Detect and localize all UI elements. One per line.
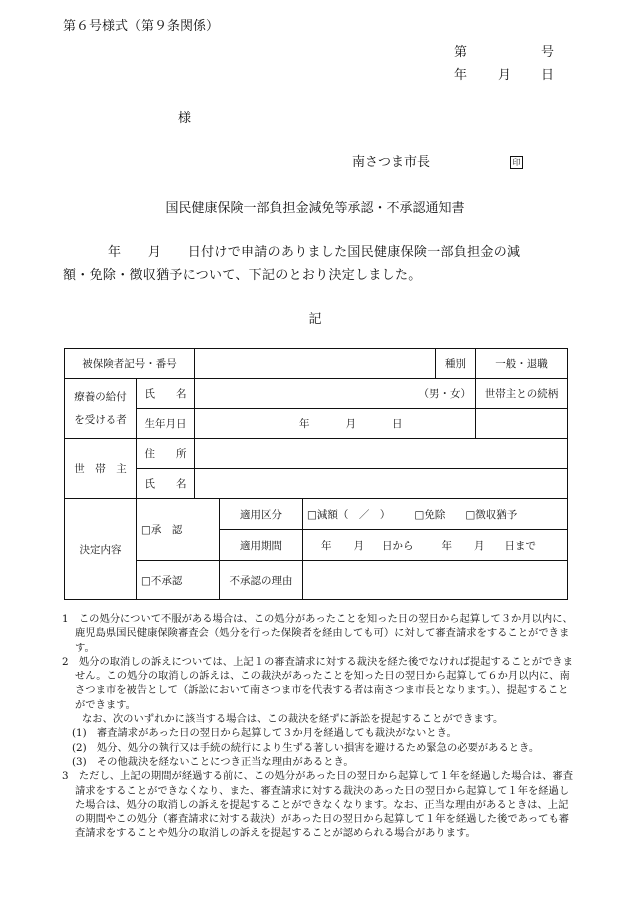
approve-checkbox[interactable]: □承 認	[137, 499, 220, 561]
issuer: 南さつま市長	[352, 155, 431, 170]
addressee-suffix: 様	[178, 111, 192, 126]
apply-period-label: 適用期間	[220, 530, 303, 561]
document-title: 国民健康保険一部負担金減免等承認・不承認通知書	[165, 201, 465, 216]
ki-label: 記	[308, 312, 322, 327]
recipient-label-line-1: 療養の給付	[74, 390, 127, 403]
apply-category-options	[303, 499, 568, 530]
apply-period-field[interactable]	[303, 530, 568, 561]
type-value[interactable]: 一般・退職	[476, 349, 568, 379]
period-year-from: 年	[321, 539, 332, 552]
birth-year: 年	[299, 418, 310, 430]
date-year: 年	[454, 68, 468, 83]
period-from: 日から	[382, 539, 414, 552]
relation-field[interactable]	[476, 409, 568, 439]
note-2: 2 処分の取消しの訴えについては、上記１の審査請求に対する裁決を経た後でなければ提起することができません。この処分の取消しの訴えは、この裁決があったことを知った日の翌日から起算して６か月以内に、南さつま市を被告として（訴訟において南さつま市を代表する者は南さつま市長となります。）、提起することができます。	[62, 655, 573, 711]
type-label: 種別	[436, 349, 476, 379]
defer-option[interactable]: □徴収猶予	[465, 508, 518, 521]
reduce-option[interactable]: □減額（ ／ ）	[307, 508, 391, 521]
birth-day: 日	[392, 418, 403, 430]
apply-category-label: 適用区分	[220, 499, 303, 530]
recipient-label	[65, 379, 137, 439]
seal-mark	[510, 152, 523, 171]
period-year-to: 年	[441, 539, 452, 552]
note-2-item-3: (3) その他裁決を経ないことにつき正当な理由があるとき。	[72, 755, 354, 768]
householder-name-field[interactable]	[195, 469, 568, 499]
note-2-proviso: なお、次のいずれかに該当する場合は、この裁決を経ずに訴訟を提起することができます。	[82, 713, 504, 726]
exempt-option[interactable]: □免除	[414, 508, 446, 521]
householder-address-label: 住 所	[137, 439, 195, 469]
recipient-name-label: 氏 名	[137, 379, 195, 409]
period-month-to: 月	[474, 539, 485, 552]
birth-month: 月	[345, 418, 356, 430]
householder-address-field[interactable]	[195, 439, 568, 469]
doc-number-prefix: 第	[454, 45, 468, 60]
doc-number-suffix: 号	[541, 45, 555, 60]
insured-number-field[interactable]	[195, 349, 436, 379]
notes-section	[62, 612, 574, 841]
period-month-from: 月	[353, 539, 364, 552]
period-to: 日まで	[504, 539, 536, 552]
householder-label: 世 帯 主	[65, 439, 137, 499]
insured-number-label: 被保険者記号・番号	[65, 349, 195, 379]
decision-label: 決定内容	[65, 499, 137, 600]
note-2-item-2: (2) 処分、処分の執行又は手続の続行により生ずる著しい損害を避けるため緊急の必要があるとき。	[72, 741, 540, 754]
relation-label: 世帯主との続柄	[476, 379, 568, 409]
date-day: 日	[541, 68, 555, 83]
householder-name-label: 氏 名	[137, 469, 195, 499]
birth-label: 生年月日	[137, 409, 195, 439]
seal-char: 印	[510, 156, 523, 169]
note-1: 1 この処分について不服がある場合は、この処分があったことを知った日の翌日から起算して３か月以内に、鹿児島県国民健康保険審査会（処分を行った保険者を経由しても可）に対して審査請求をすることができます。	[62, 613, 573, 654]
note-2-item-1: (1) 審査請求があった日の翌日から起算して３か月を経過しても裁決がないとき。	[72, 727, 457, 740]
intro-line-2: 額・免除・徴収猶予について、下記のとおり決定しました。	[63, 268, 422, 283]
note-3: 3 ただし、上記の期間が経過する前に、この処分があった日の翌日から起算して１年を経過した場合は、審査請求をすることができなくなり、また、審査請求に対する裁決のあった日の翌日から起算して１年を経過した場合は、処分の取消しの訴えを提起することができなくなります。なお、正当な理由があるときは、上記の期間やこの処分（審査請求に対する裁決）があった日の翌日から起算して１年を経過した後であっても審査請求をすることや処分の取消しの訴えを提起することが認められる場合があります。	[62, 770, 573, 840]
reject-checkbox[interactable]: □不承認	[137, 561, 220, 600]
birth-date-field[interactable]	[195, 409, 476, 439]
reject-reason-label: 不承認の理由	[220, 561, 303, 600]
reject-reason-field[interactable]	[303, 561, 568, 600]
decision-table	[64, 348, 568, 600]
date-month: 月	[498, 68, 512, 83]
form-number: 第６号様式（第９条関係）	[63, 19, 220, 34]
recipient-name-field[interactable]	[195, 379, 476, 409]
sex-options[interactable]: （男・女）	[418, 388, 471, 400]
intro-line-1: 年 月 日付けで申請のありました国民健康保険一部負担金の減	[108, 245, 521, 260]
recipient-label-line-2: を受ける者	[74, 413, 127, 426]
